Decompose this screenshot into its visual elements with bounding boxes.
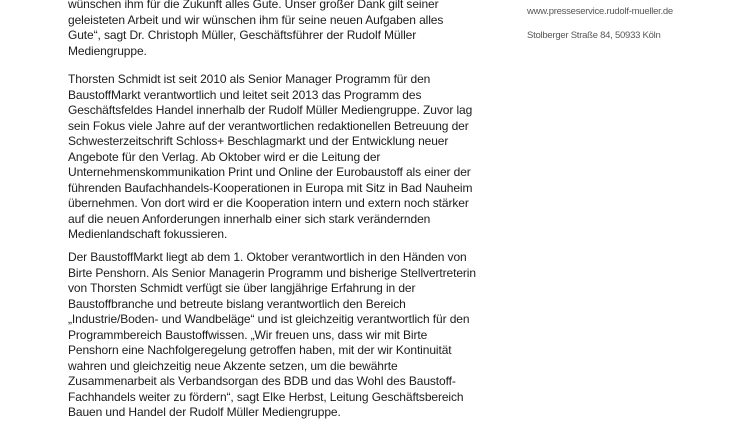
- text-line: übernehmen. Von dort wird er die Kooperation intern und extern noch stärker: [68, 196, 469, 210]
- text-line: Zusammenarbeit als Verbandsorgan des BDB und das Wohl des Baustoff-: [68, 374, 456, 388]
- text-line: Programmbereich Baustoffwissen. „Wir freuen uns, dass wir mit Birte: [68, 327, 428, 342]
- text-line: Der BaustoffMarkt liegt ab dem 1. Oktober verantwortlich in den Händen von: [68, 250, 467, 264]
- text-line: „Industrie/Boden- und Wandbeläge“ und ist gleichzeitig verantwortlich für den: [68, 312, 470, 326]
- text-line: geleisteten Arbeit und wir wünschen ihm für seine neuen Aufgaben alles: [68, 12, 444, 27]
- text-line: Birte Penshorn. Als Senior Managerin Programm und bisherige Stellvertreterin: [68, 265, 476, 280]
- text-line: Unternehmenskommunikation Print und Online der Eurobaustoff als einer der: [68, 165, 471, 179]
- text-line: sein Fokus viele Jahre auf der verantwortlichen redaktionellen Betreuung der: [68, 118, 469, 133]
- website-link-presseservice[interactable]: www.presseservice.rudolf-mueller.de: [527, 6, 673, 17]
- text-line: wünschen ihm für die Zukunft alles Gute. Unser großer Dank gilt seiner: [68, 0, 439, 11]
- text-line: Schwesterzeitschrift Schloss+ Beschlagmarkt und der Entwicklung neuer: [68, 134, 449, 148]
- text-line: Mediengruppe.: [68, 43, 147, 58]
- body-paragraph-3: [68, 250, 520, 421]
- text-line: Gute“, sagt Dr. Christoph Müller, Geschäftsführer der Rudolf Müller: [68, 28, 417, 42]
- body-paragraph-2: [68, 72, 520, 243]
- text-line: Fachhandels weiter zu fördern“, sagt Elke Herbst, Leitung Geschäftsbereich: [68, 389, 464, 404]
- text-line: Penshorn eine Nachfolgeregelung getroffen haben, mit der wir Kontinuität: [68, 343, 452, 357]
- text-line: Baustoffbranche und betreute bislang verantwortlich den Bereich: [68, 296, 406, 311]
- text-line: Angebote für den Verlag. Ab Oktober wird er die Leitung der: [68, 149, 381, 164]
- text-line: auf die neuen Anforderungen innerhalb einer sich stark verändernden: [68, 211, 431, 226]
- text-line: wahren und gleichzeitig neue Akzente setzen, um die bewährte: [68, 358, 398, 373]
- text-line: BaustoffMarkt verantwortlich und leitet seit 2013 das Programm des: [68, 87, 422, 102]
- text-line: Bauen und Handel der Rudolf Müller Mediengruppe.: [68, 405, 341, 419]
- address-line: Stolberger Straße 84, 50933 Köln: [527, 30, 661, 41]
- text-line: Thorsten Schmidt ist seit 2010 als Senior Manager Programm für den: [68, 72, 431, 86]
- text-line: Geschäftsfeldes Handel innerhalb der Rudolf Müller Mediengruppe. Zuvor lag: [68, 103, 473, 117]
- text-line: Medienlandschaft fokussieren.: [68, 227, 228, 241]
- text-line: führenden Baufachhandels-Kooperationen in Europa mit Sitz in Bad Nauheim: [68, 180, 473, 195]
- body-paragraph-1: [68, 0, 520, 59]
- text-line: von Thorsten Schmidt verfügt sie über langjährige Erfahrung in der: [68, 281, 416, 295]
